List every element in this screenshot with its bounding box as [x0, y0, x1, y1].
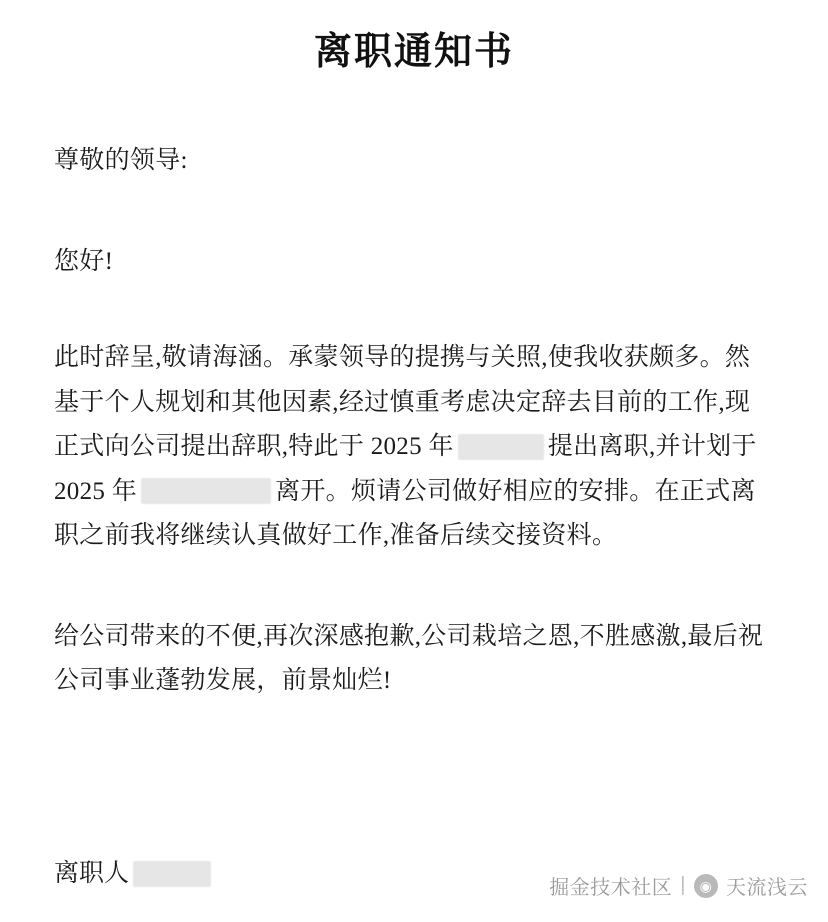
- page-title: 离职通知书: [313, 31, 514, 73]
- greeting-paragraph: 您好!: [54, 247, 114, 275]
- watermark-author: 天流浅云: [726, 877, 808, 899]
- salutation-paragraph: 尊敬的领导:: [54, 147, 188, 175]
- redacted-signature-name: [133, 861, 211, 887]
- signature-line: [54, 854, 211, 894]
- body-paragraph: [54, 336, 774, 559]
- watermark: [549, 871, 808, 900]
- signature-label: 离职人: [54, 860, 130, 887]
- redacted-date-2: [141, 478, 271, 504]
- watermark-separator: |: [680, 874, 686, 896]
- body-text-part-1: 此时辞呈,敬请海涵。承蒙领导的提携与关照,使我收获颇多。然基于个人规划和其他因素,经过慎重考虑决定辞去目前的工作,现正式向公司提出辞职,特此于 2025 年: [54, 344, 751, 461]
- closing-paragraph: 给公司带来的不便,再次深感抱歉,公司栽培之恩,不胜感激,最后祝公司事业蓬勃发展，前景灿烂!: [54, 622, 764, 695]
- body-text-part-2: 提出离职,并计划于 2025 年: [54, 433, 757, 505]
- redacted-date-1: [458, 434, 544, 460]
- watermark-site: 掘金技术社区: [549, 877, 673, 899]
- user-avatar-icon: ◉: [694, 874, 718, 898]
- document-page: [0, 14, 828, 922]
- body-text-part-3: 离开。烦请公司做好相应的安排。在正式离职之前我将继续认真做好工作,准备后续交接资料。: [54, 477, 756, 550]
